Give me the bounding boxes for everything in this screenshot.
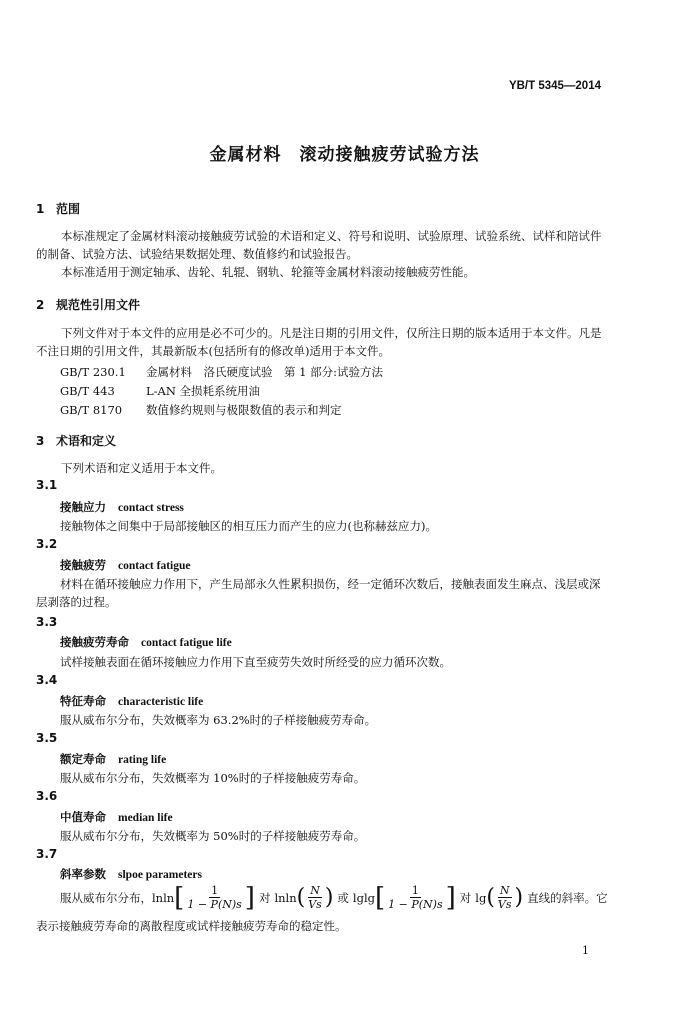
references-intro: 下列文件对于本文件的应用是必不可少的。凡是注日期的引用文件，仅所注日期的版本适用于本文件。凡是不注日期的引用文件，其最新版本(包括所有的修改单)适用于本文件。 — [36, 326, 602, 358]
fraction-1 — [185, 884, 243, 911]
reference-code: GB/T 230.1 — [60, 365, 126, 379]
section-title: 规范性引用文件 — [56, 298, 141, 312]
term-definition: 服从威布尔分布，失效概率为 63.2%时的子样接触疲劳寿命。 — [60, 713, 377, 727]
term-heading — [60, 866, 202, 882]
section-title: 范围 — [56, 202, 81, 216]
term-definition: 服从威布尔分布，失效概率为 50%时的子样接触疲劳寿命。 — [60, 829, 366, 843]
formula-lg: lg — [475, 890, 487, 905]
section-number: 2 — [36, 298, 45, 312]
term-number: 3.1 — [36, 478, 58, 492]
term-definition: 试样接触表面在循环接触应力作用下直至疲劳失效时所经受的应力循环次数。 — [60, 655, 451, 669]
section-number: 1 — [36, 202, 45, 216]
page-number: 1 — [582, 944, 589, 957]
right-paren: ) — [514, 884, 524, 910]
terms-intro: 下列术语和定义适用于本文件。 — [61, 461, 222, 475]
term-definition: 材料在循环接触应力作用下，产生局部永久性累积损伤，经一定循环次数后，接触表面发生麻点、浅层或深层剥落的过程。 — [36, 577, 601, 609]
reference-title: 数值修约规则与极限数值的表示和判定 — [146, 403, 342, 417]
fraction-numerator: N — [499, 884, 510, 897]
formula-or: 或 — [337, 890, 349, 905]
term-heading — [60, 751, 166, 767]
document-title: 金属材料 滚动接触疲劳试验方法 — [209, 145, 480, 165]
term-zh: 中值寿命 — [60, 810, 106, 824]
section-title: 术语和定义 — [56, 434, 117, 448]
reference-item — [60, 402, 342, 418]
term-en: slpoe parameters — [118, 869, 202, 881]
term-zh: 接触应力 — [60, 500, 106, 514]
formula-versus-1: 对 — [258, 890, 271, 905]
fraction-3 — [386, 884, 444, 911]
fraction-numerator: 1 — [211, 884, 219, 897]
reference-title: L-AN 全损耗系统用油 — [146, 384, 261, 398]
section-heading-2 — [36, 296, 140, 313]
term-zh: 斜率参数 — [60, 867, 106, 881]
term-heading — [60, 634, 232, 650]
fraction-denominator: Vs — [308, 898, 322, 911]
term-zh: 额定寿命 — [60, 752, 106, 766]
standard-code: YB/T 5345—2014 — [508, 80, 601, 92]
term-heading — [60, 809, 173, 825]
scope-paragraph-2: 本标准适用于测定轴承、齿轮、轧辊、钢轨、轮箍等金属材料滚动接触疲劳性能。 — [61, 265, 475, 279]
section-heading-1 — [36, 200, 80, 217]
left-paren: ( — [486, 884, 495, 910]
term-number: 3.4 — [36, 673, 58, 687]
fraction-2 — [306, 884, 324, 911]
term-definition: 接触物体之间集中于局部接触区的相互压力而产生的应力(也称赫兹应力)。 — [60, 519, 437, 533]
term-zh: 接触疲劳寿命 — [60, 635, 129, 649]
reference-code: GB/T 443 — [60, 384, 115, 398]
formula-versus-2: 对 — [459, 890, 472, 905]
right-paren: ) — [324, 884, 334, 910]
reference-title: 金属材料 洛氏硬度试验 第 1 部分:试验方法 — [146, 365, 383, 379]
fraction-denominator: 1 − P(N)s — [187, 898, 242, 911]
term-number: 3.5 — [36, 731, 58, 745]
fraction-4 — [496, 884, 514, 911]
right-bracket: ] — [445, 882, 456, 913]
term-zh: 特征寿命 — [60, 694, 106, 708]
scope-paragraph-1: 本标准规定了金属材料滚动接触疲劳试验的术语和定义、符号和说明、试验原理、试验系统、试样和陪试件的制备、试验方法、试验结果数据处理、数值修约和试验报告。 — [36, 229, 602, 261]
term-heading — [60, 499, 184, 515]
term-en: contact fatigue life — [141, 637, 232, 649]
term-number: 3.6 — [36, 789, 58, 803]
section-number: 3 — [36, 434, 45, 448]
term-en: contact stress — [118, 502, 184, 514]
right-bracket: ] — [244, 882, 255, 913]
formula-lglg: lglg — [352, 890, 375, 905]
fraction-numerator: 1 — [411, 884, 419, 897]
term-heading — [60, 693, 203, 709]
formula-prefix: 服从威布尔分布， — [60, 890, 152, 905]
formula-suffix: 直线的斜率。它 — [527, 890, 608, 905]
left-paren: ( — [296, 884, 306, 910]
fraction-denominator: 1 − P(N)s — [388, 898, 443, 911]
term-en: contact fatigue — [118, 560, 191, 572]
slope-formula — [60, 884, 608, 911]
term-heading — [60, 557, 191, 573]
term-en: characteristic life — [118, 696, 204, 708]
formula-lnln: lnln — [152, 890, 175, 905]
term-en: median life — [118, 812, 173, 824]
reference-code: GB/T 8170 — [60, 403, 123, 417]
term-number: 3.3 — [36, 615, 58, 629]
reference-item — [60, 383, 260, 399]
term-definition: 服从威布尔分布，失效概率为 10%时的子样接触疲劳寿命。 — [60, 771, 366, 785]
section-heading-3 — [36, 432, 116, 449]
term-en: rating life — [118, 754, 167, 766]
term-zh: 接触疲劳 — [60, 558, 106, 572]
term-number: 3.7 — [36, 847, 58, 861]
fraction-denominator: Vs — [497, 898, 512, 911]
formula-lnln-2: lnln — [274, 890, 297, 905]
term-number: 3.2 — [36, 537, 58, 551]
reference-item — [60, 364, 383, 380]
fraction-numerator: N — [310, 884, 320, 897]
left-bracket: [ — [375, 882, 386, 913]
left-bracket: [ — [174, 882, 185, 913]
formula-continuation: 表示接触疲劳寿命的离散程度或试样接触疲劳寿命的稳定性。 — [36, 919, 347, 933]
